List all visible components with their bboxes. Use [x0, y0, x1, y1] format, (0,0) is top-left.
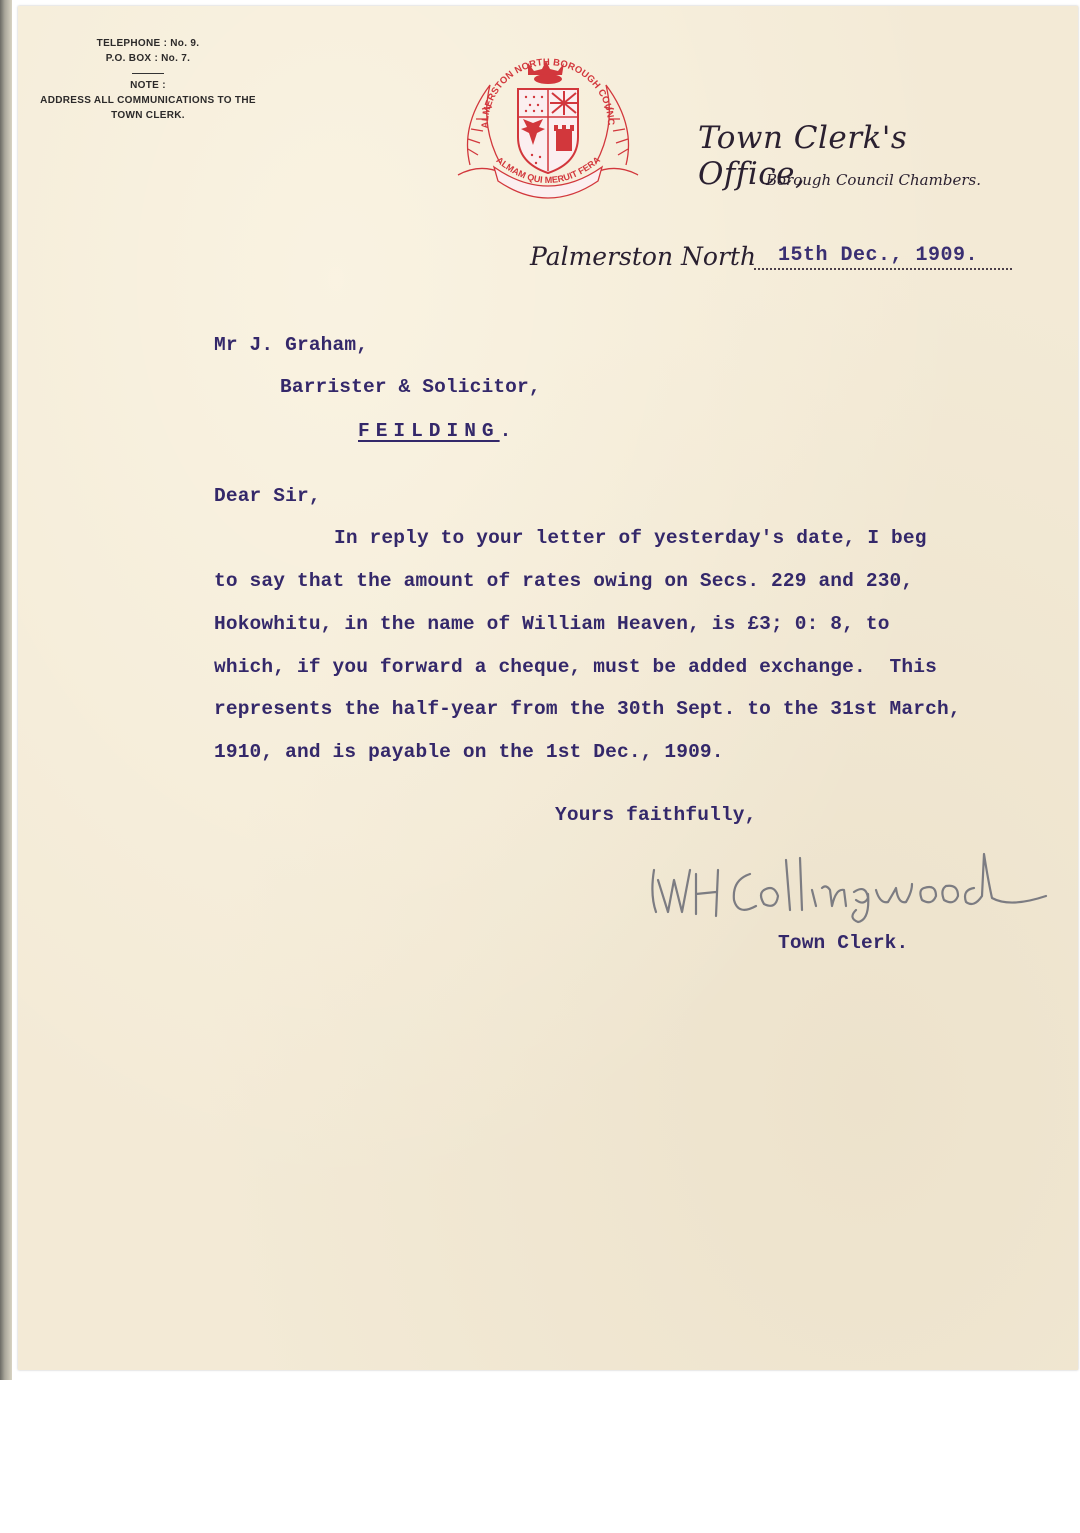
body-line-2: to say that the amount of rates owing on Secs. 229 and 230, [214, 570, 914, 592]
body-line-3: Hokowhitu, in the name of William Heaven, is £3; 0: 8, to [214, 613, 890, 635]
recipient-town-line: FEILDING. [358, 420, 512, 442]
letter-sheet [18, 6, 1078, 1370]
borough-crest [450, 45, 646, 205]
note-divider [132, 73, 164, 74]
note-heading: NOTE : [130, 80, 166, 91]
telephone-line: TELEPHONE : No. 9. [96, 38, 200, 49]
svg-text:PALMERSTON NORTH BOROUGH COUNC: ALMERSTON NORTH BOROUGH COUNC [479, 56, 617, 129]
signer-title: Town Clerk. [778, 932, 909, 954]
office-title: Town Clerk's Office, [698, 120, 908, 192]
salutation: Dear Sir, [214, 485, 321, 507]
letter-date: 15th Dec., 1909. [778, 244, 979, 267]
handwritten-signature [640, 840, 1050, 925]
body-line-5: represents the half-year from the 30th Sept. to the 31st March, [214, 698, 961, 720]
body-line-1: In reply to your letter of yesterday's date, I beg [334, 527, 927, 549]
closing: Yours faithfully, [555, 804, 757, 826]
body-line-4: which, if you forward a cheque, must be added exchange. This [214, 656, 937, 678]
scan-edge [0, 0, 12, 1380]
recipient-town: FEILDING [358, 420, 500, 442]
crest-icon [450, 45, 646, 205]
note-line-1: ADDRESS ALL COMMUNICATIONS TO THE [40, 95, 256, 106]
office-subtitle: Borough Council Chambers. [766, 171, 981, 189]
body-line-6: 1910, and is payable on the 1st Dec., 1909. [214, 741, 724, 763]
svg-text:PALMAM QUI MERUIT FERAT: ALMAM QUI MERUIT FERA [494, 154, 602, 186]
note-line-2: TOWN CLERK. [111, 110, 185, 121]
letterhead-contact-block [28, 36, 268, 123]
recipient-title: Barrister & Solicitor, [280, 376, 541, 398]
signature-icon [640, 840, 1050, 925]
recipient-name: Mr J. Graham, [214, 334, 369, 356]
po-box-line: P.O. BOX : No. 7. [105, 53, 191, 64]
place-date-line [530, 242, 1012, 276]
date-dotted-rule [754, 268, 1012, 270]
place-name: Palmerston North [530, 242, 757, 271]
